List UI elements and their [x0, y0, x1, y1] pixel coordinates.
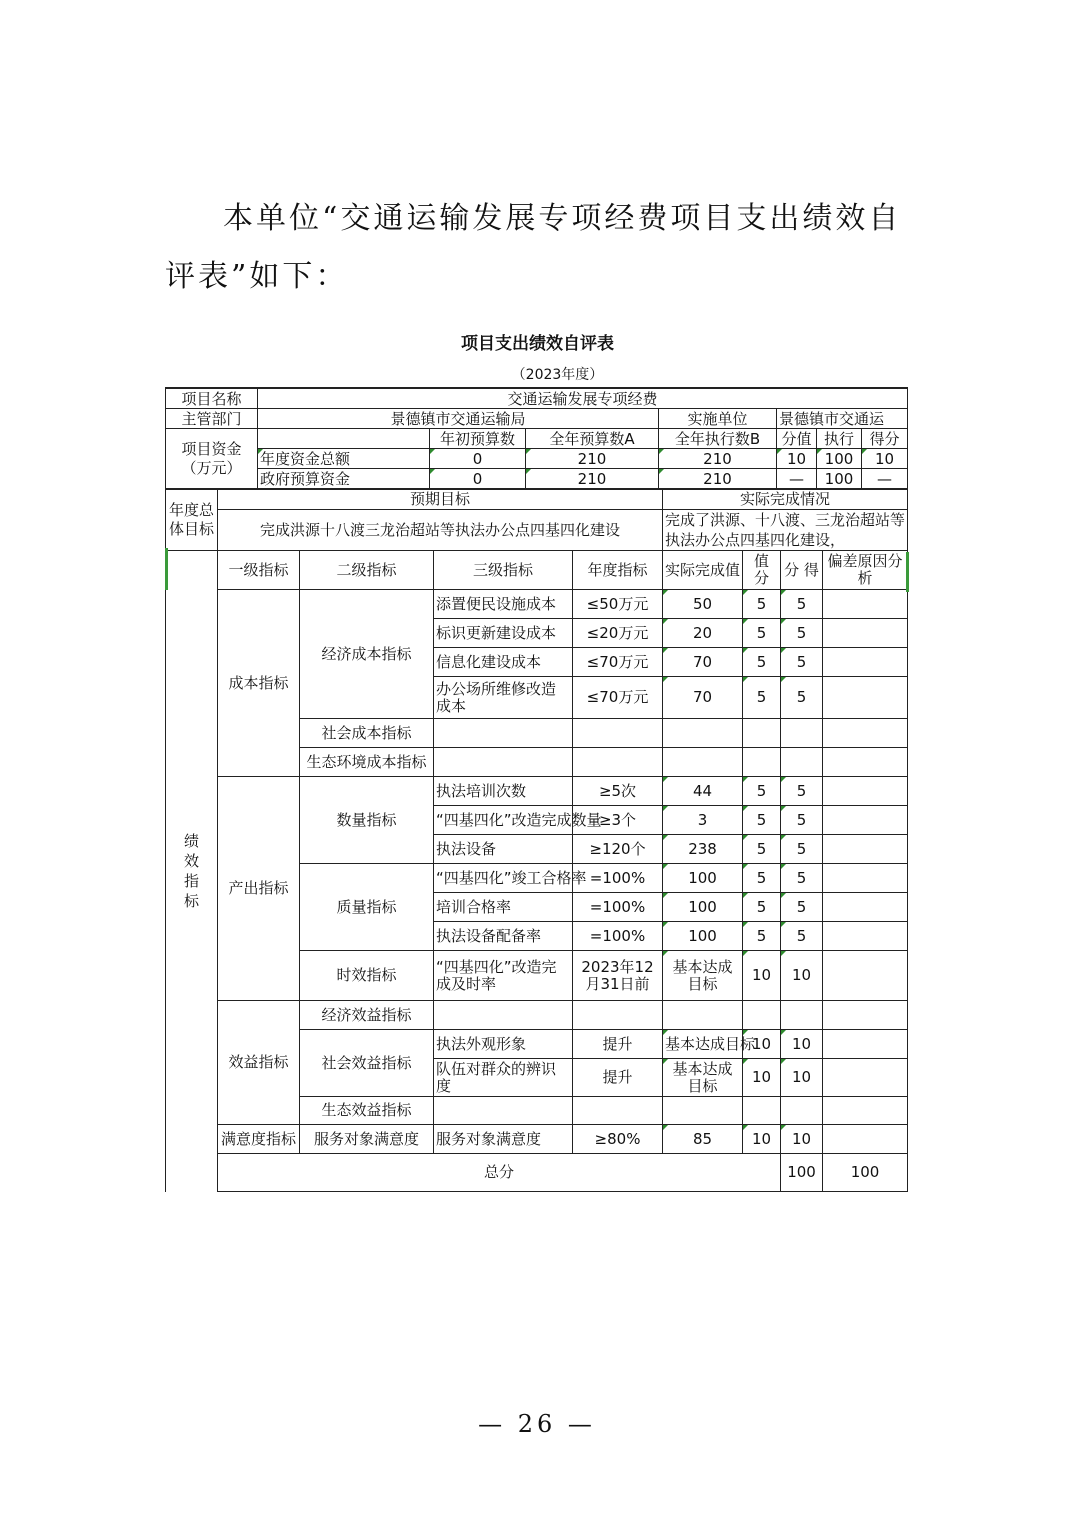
page-number: — 26 — — [478, 1410, 596, 1438]
fund-header: 年初预算数 — [430, 429, 526, 449]
target: ≤20万元 — [573, 619, 663, 648]
deviation[interactable] — [823, 864, 908, 893]
deviation[interactable] — [823, 893, 908, 922]
actual-value[interactable]: 基本达成目标 — [663, 1030, 743, 1059]
col-header: 年度指标 — [573, 551, 663, 590]
actual-value[interactable]: 238 — [663, 835, 743, 864]
deviation[interactable] — [823, 835, 908, 864]
l1-cost: 成本指标 — [218, 590, 300, 777]
actual-value[interactable]: 100 — [663, 893, 743, 922]
actual-value[interactable]: 基本达成目标 — [663, 1059, 743, 1097]
impl-label: 实施单位 — [659, 409, 777, 429]
deviation[interactable] — [823, 677, 908, 719]
fund-cell[interactable]: 100 — [817, 449, 862, 469]
got[interactable]: 5 — [781, 864, 823, 893]
score[interactable]: 5 — [743, 864, 781, 893]
indicator-name: 添置便民设施成本 — [434, 590, 573, 619]
actual-value[interactable]: 3 — [663, 806, 743, 835]
total-got[interactable]: 100 — [823, 1154, 908, 1192]
col-header: 实际完成值 — [663, 551, 743, 590]
indicator-name: 执法培训次数 — [434, 777, 573, 806]
target: 提升 — [573, 1030, 663, 1059]
project-name-label: 项目名称 — [166, 388, 258, 409]
target: ≤50万元 — [573, 590, 663, 619]
perf-label — [166, 551, 218, 1192]
fund-header: 分值 — [777, 429, 817, 449]
col-header: 一级指标 — [218, 551, 300, 590]
got[interactable]: 10 — [781, 951, 823, 1001]
deviation[interactable] — [823, 1125, 908, 1154]
target: =100% — [573, 864, 663, 893]
l2-satisfaction: 服务对象满意度 — [300, 1125, 434, 1154]
score[interactable]: 10 — [743, 1059, 781, 1097]
score[interactable]: 5 — [743, 590, 781, 619]
actual-value[interactable]: 70 — [663, 677, 743, 719]
indicator-name: “四基四化”改造完成数量 — [434, 806, 573, 835]
fund-cell[interactable]: 0 — [430, 449, 526, 469]
indicator-name: 执法设备配备率 — [434, 922, 573, 951]
target: ≥5次 — [573, 777, 663, 806]
actual-value[interactable]: 85 — [663, 1125, 743, 1154]
target: ≤70万元 — [573, 648, 663, 677]
got[interactable]: 10 — [781, 1030, 823, 1059]
got[interactable]: 5 — [781, 893, 823, 922]
l1-benefit: 效益指标 — [218, 1001, 300, 1125]
impl-value[interactable]: 景德镇市交通运 — [777, 409, 908, 429]
indicator-name: “四基四化”改造完成及时率 — [434, 951, 573, 1001]
indicator-name: 培训合格率 — [434, 893, 573, 922]
l2-econ-cost: 经济成本指标 — [300, 590, 434, 719]
indicator-name: 服务对象满意度 — [434, 1125, 573, 1154]
target: ≥120个 — [573, 835, 663, 864]
col-header: 三级指标 — [434, 551, 573, 590]
fund-label: 项目资金（万元） — [166, 429, 258, 489]
target: 提升 — [573, 1059, 663, 1097]
l2-eco-benefit: 生态效益指标 — [300, 1097, 434, 1125]
fund-cell[interactable]: 10 — [862, 449, 908, 469]
actual-value[interactable]: 50 — [663, 590, 743, 619]
col-header: 值 分 — [743, 551, 781, 590]
got[interactable]: 5 — [781, 777, 823, 806]
selection-marker — [165, 548, 168, 590]
col-header: 偏差原因分析 — [823, 551, 908, 590]
l2-social-benefit: 社会效益指标 — [300, 1030, 434, 1097]
project-name[interactable]: 交通运输发展专项经费 — [258, 388, 908, 409]
indicator-name: 队伍对群众的辨识度 — [434, 1059, 573, 1097]
sheet-year: （2023年度） — [511, 367, 604, 383]
target: ≤70万元 — [573, 677, 663, 719]
got[interactable]: 5 — [781, 835, 823, 864]
deviation[interactable] — [823, 619, 908, 648]
fund-row-label: 政府预算资金 — [258, 469, 430, 489]
score[interactable]: 5 — [743, 922, 781, 951]
indicator-name: 标识更新建设成本 — [434, 619, 573, 648]
l2-social-cost: 社会成本指标 — [300, 719, 434, 748]
actual-goal[interactable]: 完成了洪源、十八渡、三龙治超站等执法办公点四基四化建设， — [663, 510, 908, 551]
actual-value[interactable]: 100 — [663, 922, 743, 951]
perf-table — [165, 489, 908, 1192]
deviation[interactable] — [823, 806, 908, 835]
score[interactable]: 5 — [743, 619, 781, 648]
indicator-name: 信息化建设成本 — [434, 648, 573, 677]
got[interactable]: 5 — [781, 590, 823, 619]
score[interactable]: 5 — [743, 835, 781, 864]
fund-cell[interactable]: 210 — [659, 469, 777, 489]
fund-row-label: 年度资金总额 — [258, 449, 430, 469]
l2-quantity: 数量指标 — [300, 777, 434, 864]
sheet-title: 项目支出绩效自评表 — [461, 334, 614, 354]
deviation[interactable] — [823, 951, 908, 1001]
actual-value[interactable]: 基本达成目标 — [663, 951, 743, 1001]
score[interactable]: 5 — [743, 806, 781, 835]
indicator-name: “四基四化”竣工合格率 — [434, 864, 573, 893]
expected-label: 预期目标 — [218, 490, 663, 510]
got[interactable]: 5 — [781, 806, 823, 835]
col-header: 分 得 — [781, 551, 823, 590]
indicator-name: 执法外观形象 — [434, 1030, 573, 1059]
fund-cell[interactable]: — — [862, 469, 908, 489]
got[interactable]: 10 — [781, 1059, 823, 1097]
indicator-name: 办公场所维修改造成本 — [434, 677, 573, 719]
score[interactable]: 5 — [743, 777, 781, 806]
actual-value[interactable]: 20 — [663, 619, 743, 648]
actual-label: 实际完成情况 — [663, 490, 908, 510]
performance-sheet — [165, 325, 910, 1192]
score[interactable]: 5 — [743, 648, 781, 677]
deviation[interactable] — [823, 777, 908, 806]
actual-value[interactable]: 44 — [663, 777, 743, 806]
l1-output: 产出指标 — [218, 777, 300, 1001]
deviation[interactable] — [823, 648, 908, 677]
fund-header: 执行 — [817, 429, 862, 449]
deviation[interactable] — [823, 922, 908, 951]
indicator-name: 执法设备 — [434, 835, 573, 864]
expected-goal[interactable]: 完成洪源十八渡三龙治超站等执法办公点四基四化建设 — [218, 510, 663, 551]
got[interactable]: 5 — [781, 648, 823, 677]
fund-header: 全年执行数B — [659, 429, 777, 449]
target: =100% — [573, 893, 663, 922]
goal-label: 年度总体目标 — [166, 490, 218, 551]
fund-cell[interactable]: — — [777, 469, 817, 489]
target: 2023年12月31日前 — [573, 951, 663, 1001]
dept-value[interactable]: 景德镇市交通运输局 — [258, 409, 659, 429]
deviation[interactable] — [823, 590, 908, 619]
col-header: 二级指标 — [300, 551, 434, 590]
score[interactable]: 10 — [743, 1125, 781, 1154]
fund-cell[interactable]: 100 — [817, 469, 862, 489]
dept-label: 主管部门 — [166, 409, 258, 429]
l1-satisfaction: 满意度指标 — [218, 1125, 300, 1154]
score[interactable]: 10 — [743, 951, 781, 1001]
fund-cell[interactable]: 0 — [430, 469, 526, 489]
fund-table — [165, 387, 908, 489]
got[interactable]: 5 — [781, 677, 823, 719]
l2-eco-cost: 生态环境成本指标 — [300, 748, 434, 777]
got[interactable]: 10 — [781, 1125, 823, 1154]
selection-marker — [906, 552, 909, 592]
fund-cell[interactable]: 210 — [659, 449, 777, 469]
score[interactable]: 5 — [743, 893, 781, 922]
fund-header: 得分 — [862, 429, 908, 449]
target: ≥3个 — [573, 806, 663, 835]
l2-quality: 质量指标 — [300, 864, 434, 951]
target: =100% — [573, 922, 663, 951]
l2-timeliness: 时效指标 — [300, 951, 434, 1001]
actual-value[interactable]: 100 — [663, 864, 743, 893]
actual-value[interactable]: 70 — [663, 648, 743, 677]
score[interactable]: 5 — [743, 677, 781, 719]
intro-paragraph: 本单位“交通运输发展专项经费项目支出绩效自评表”如下： — [165, 201, 902, 294]
got[interactable]: 5 — [781, 922, 823, 951]
deviation[interactable] — [823, 1059, 908, 1097]
fund-cell[interactable]: 210 — [526, 449, 659, 469]
score[interactable]: 10 — [743, 1030, 781, 1059]
fund-cell[interactable]: 10 — [777, 449, 817, 469]
l2-econ-benefit: 经济效益指标 — [300, 1001, 434, 1030]
target: ≥80% — [573, 1125, 663, 1154]
total-label: 总分 — [218, 1154, 781, 1192]
fund-header: 全年预算数A — [526, 429, 659, 449]
total-score[interactable]: 100 — [781, 1154, 823, 1192]
got[interactable]: 5 — [781, 619, 823, 648]
deviation[interactable] — [823, 1030, 908, 1059]
perf-label-text: 绩效指标 — [183, 832, 199, 911]
fund-cell[interactable]: 210 — [526, 469, 659, 489]
